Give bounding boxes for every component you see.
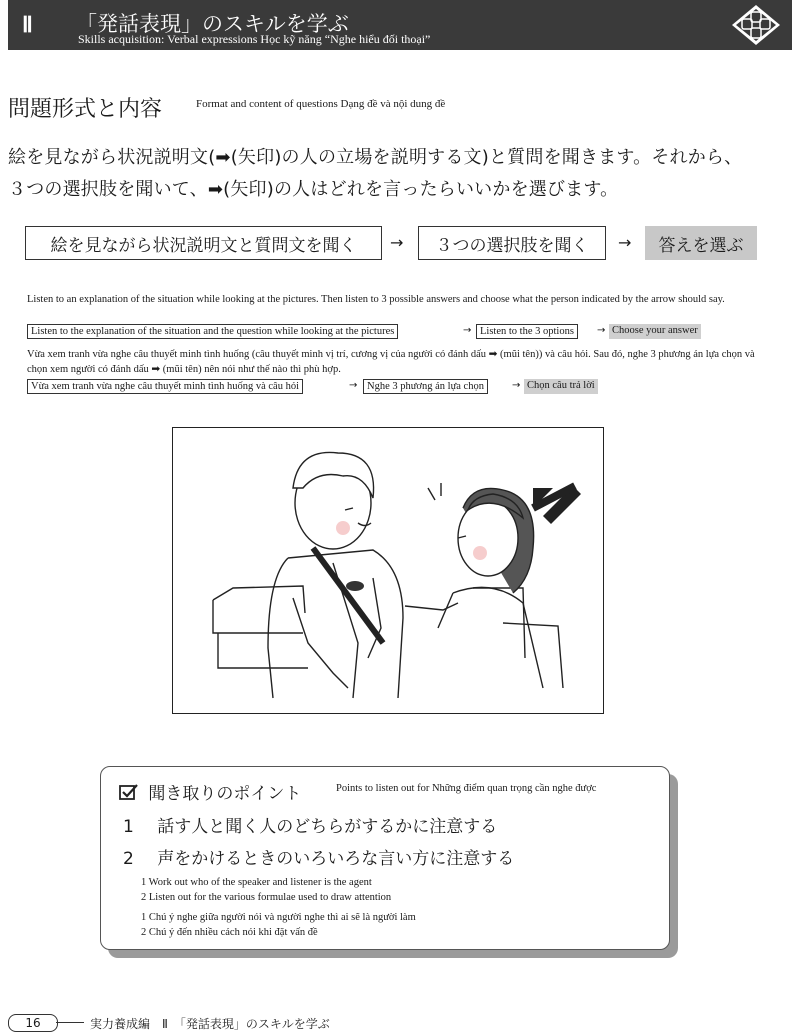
- point-item-1: [123, 812, 497, 837]
- point-english-2: 2 Listen out for the various formulae used to draw attention: [141, 892, 392, 903]
- point-vietnamese-1: 1 Chú ý nghe giữa người nói và người nghe thì ai sẽ là người làm: [141, 912, 416, 923]
- vietnamese-arrow-2: →: [512, 380, 521, 391]
- chapter-title: 「発話表現」のスキルを学ぶ: [76, 12, 349, 36]
- point-item-2-text: 声をかけるときのいろいろな言い方に注意する: [157, 849, 515, 869]
- chapter-subtitle: Skills acquisition: Verbal expressions Học kỹ năng “Nghe hiểu đối thoại”: [78, 32, 431, 46]
- english-arrow-1: →: [463, 325, 472, 336]
- intro-line-2: ３つの選択肢を聞いて、➡(矢印)の人はどれを言ったらいいかを選びます。: [8, 179, 619, 200]
- section-title: 問題形式と内容: [8, 97, 163, 122]
- point-item-2-number: 2: [123, 849, 134, 869]
- english-step-2: Listen to the 3 options: [476, 324, 578, 339]
- point-item-1-text: 話す人と聞く人のどちらがするかに注意する: [157, 817, 498, 837]
- english-paragraph: Listen to an explanation of the situation while looking at the pictures. Then listen to 3 possible answers and choose what the person indicated by the arrow should say.: [27, 294, 725, 305]
- section-subtitle: Format and content of questions Dạng đề và nội dung đề: [196, 98, 446, 110]
- point-vietnamese-2: 2 Chú ý đến nhiều cách nói khi đặt vấn đề: [141, 927, 318, 938]
- vietnamese-paragraph: Vừa xem tranh vừa nghe câu thuyết minh tình huống (câu thuyết minh vị trí, cương vị của người có đánh dấu ➡ (mũi tên)) và câu hỏi. Sau đó, nghe 3 phương án lựa chọn và chọn xem người có đánh dấu ➡ (mũi tên) nên nói như thế nào thì phù hợp.: [27, 349, 755, 375]
- points-subtitle: Points to listen out for Những điểm quan trọng cần nghe được: [336, 783, 597, 794]
- footer-text: 実力養成編 Ⅱ 「発話表現」のスキルを学ぶ: [90, 1017, 330, 1031]
- points-title-row: [119, 779, 301, 806]
- chapter-number: Ⅱ: [22, 12, 33, 37]
- english-arrow-2: →: [597, 325, 606, 336]
- flow-arrow-1: →: [390, 233, 404, 252]
- vietnamese-step-3: Chọn câu trả lời: [524, 379, 598, 394]
- page-footer: [0, 1012, 800, 1032]
- flow-step-listen: 絵を見ながら状況説明文と質問文を聞く: [25, 226, 382, 260]
- flow-arrow-2: →: [618, 233, 632, 252]
- point-english-1: 1 Work out who of the speaker and listener is the agent: [141, 877, 372, 888]
- vietnamese-step-2: Nghe 3 phương án lựa chọn: [363, 379, 488, 394]
- vietnamese-step-1: Vừa xem tranh vừa nghe câu thuyết minh tình huống và câu hỏi: [27, 379, 303, 394]
- points-title: 聞き取りのポイント: [148, 784, 302, 804]
- footer-divider: [56, 1022, 84, 1023]
- diamond-knot-icon: [728, 3, 784, 51]
- scene-illustration: [172, 427, 604, 714]
- checkbox-icon: [119, 783, 139, 806]
- point-item-1-number: 1: [123, 817, 134, 837]
- indicator-arrow-icon: [533, 486, 581, 524]
- english-step-3: Choose your answer: [609, 324, 701, 339]
- flow-step-answer: 答えを選ぶ: [645, 226, 757, 260]
- intro-line-1: 絵を見ながら状況説明文(➡(矢印)の人の立場を説明する文)と質問を聞きます。それから、: [8, 147, 743, 168]
- chapter-header: [8, 0, 792, 50]
- flow-step-options: ３つの選択肢を聞く: [418, 226, 606, 260]
- vietnamese-arrow-1: →: [349, 380, 358, 391]
- page-number: 16: [8, 1014, 58, 1032]
- point-item-2: [123, 844, 514, 869]
- english-step-1: Listen to the explanation of the situation and the question while looking at the pictures: [27, 324, 398, 339]
- listening-points-box: [100, 766, 670, 950]
